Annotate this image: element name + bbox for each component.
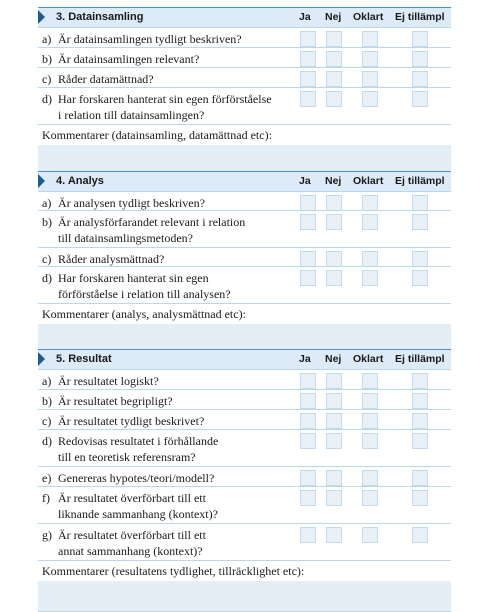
question-letter: b) [42, 394, 52, 408]
question-text: Råder analysmättnad? [58, 252, 165, 266]
checkbox-ej-tillampl[interactable] [412, 91, 428, 107]
checkbox-oklart[interactable] [362, 31, 378, 47]
checkbox-ja[interactable] [300, 31, 316, 47]
section-header [38, 349, 451, 370]
column-header-ej-tillampl: Ej tillämpl [395, 353, 445, 365]
checkbox-nej[interactable] [326, 433, 342, 449]
checkbox-nej[interactable] [326, 71, 342, 87]
comment-section [38, 303, 451, 354]
question-row [38, 67, 451, 88]
checkbox-ej-tillampl[interactable] [412, 413, 428, 429]
comment-label: Kommentarer (analys, analysmättnad etc): [42, 307, 246, 321]
question-letter: c) [42, 72, 52, 86]
checkbox-ej-tillampl[interactable] [412, 527, 428, 543]
question-text: Är resultatet begripligt? [58, 394, 173, 408]
question-row [38, 523, 451, 561]
column-header-nej: Nej [325, 175, 342, 187]
question-row [38, 210, 451, 248]
question-row [38, 486, 451, 524]
question-text: Har forskaren hanterat sin egen förförståelse [58, 92, 272, 106]
column-header-ja: Ja [299, 11, 311, 23]
checkbox-ej-tillampl[interactable] [412, 270, 428, 286]
comment-section [38, 560, 451, 611]
checkbox-ja[interactable] [300, 71, 316, 87]
question-letter: a) [42, 32, 52, 46]
checkbox-oklart[interactable] [362, 393, 378, 409]
question-letter: g) [42, 528, 52, 542]
checkbox-nej[interactable] [326, 195, 342, 211]
column-header-oklart: Oklart [353, 11, 384, 23]
checkbox-ja[interactable] [300, 433, 316, 449]
checkbox-oklart[interactable] [362, 490, 378, 506]
question-letter: d) [42, 434, 52, 448]
question-text-continued: i relation till datainsamlingen? [58, 108, 205, 122]
checkbox-nej[interactable] [326, 373, 342, 389]
question-text: Genereras hypotes/teori/modell? [58, 471, 215, 485]
checkbox-nej[interactable] [326, 31, 342, 47]
question-row [38, 247, 451, 267]
question-letter: c) [42, 414, 52, 428]
checkbox-ja[interactable] [300, 470, 316, 486]
section-arrow-icon [38, 352, 45, 366]
checkbox-ej-tillampl[interactable] [412, 195, 428, 211]
checkbox-oklart[interactable] [362, 433, 378, 449]
question-letter: a) [42, 374, 52, 388]
checkbox-nej[interactable] [326, 393, 342, 409]
question-text: Är resultatet överförbart till ett [58, 491, 206, 505]
question-row [38, 409, 451, 430]
comment-label: Kommentarer (resultatens tydlighet, tillräcklighet etc): [42, 564, 305, 578]
section-title: 3. Datainsamling [56, 11, 144, 23]
checkbox-ej-tillampl[interactable] [412, 393, 428, 409]
question-letter: f) [42, 491, 50, 505]
question-letter: d) [42, 92, 52, 106]
column-header-nej: Nej [325, 353, 342, 365]
checkbox-oklart[interactable] [362, 373, 378, 389]
comment-label: Kommentarer (datainsamling, datamättnad etc): [42, 128, 272, 142]
checkbox-ja[interactable] [300, 373, 316, 389]
question-letter: b) [42, 52, 52, 66]
checkbox-nej[interactable] [326, 214, 342, 230]
checkbox-ej-tillampl[interactable] [412, 214, 428, 230]
question-text: Är analysförfarandet relevant i relation [58, 215, 246, 229]
question-letter: a) [42, 196, 52, 210]
question-text: Har forskaren hanterat sin egen [58, 271, 209, 285]
checkbox-oklart[interactable] [362, 251, 378, 267]
checkbox-ja[interactable] [300, 195, 316, 211]
checkbox-ej-tillampl[interactable] [412, 251, 428, 267]
checkbox-nej[interactable] [326, 413, 342, 429]
question-text: Är resultatet överförbart till ett [58, 528, 206, 542]
question-text-continued: till datainsamlingsmetoden? [58, 231, 193, 245]
column-header-oklart: Oklart [353, 353, 384, 365]
checkbox-oklart[interactable] [362, 51, 378, 67]
question-letter: e) [42, 471, 52, 485]
question-letter: c) [42, 252, 52, 266]
question-text-continued: annat sammanhang (kontext)? [58, 544, 203, 558]
question-text: Är analysen tydligt beskriven? [58, 196, 205, 210]
checkbox-oklart[interactable] [362, 527, 378, 543]
section-arrow-icon [38, 10, 45, 24]
checkbox-oklart[interactable] [362, 270, 378, 286]
checkbox-oklart[interactable] [362, 470, 378, 486]
checkbox-ej-tillampl[interactable] [412, 51, 428, 67]
checkbox-ja[interactable] [300, 527, 316, 543]
question-text: Redovisas resultatet i förhållande [58, 434, 219, 448]
checkbox-oklart[interactable] [362, 195, 378, 211]
checkbox-ja[interactable] [300, 413, 316, 429]
checkbox-ja[interactable] [300, 91, 316, 107]
question-text-continued: förförståelse i relation till analysen? [58, 287, 231, 301]
checkbox-oklart[interactable] [362, 91, 378, 107]
question-letter: b) [42, 215, 52, 229]
comment-field[interactable] [38, 581, 451, 612]
checkbox-nej[interactable] [326, 527, 342, 543]
question-text-continued: liknande sammanhang (kontext)? [58, 507, 218, 521]
question-row [38, 429, 451, 467]
checkbox-nej[interactable] [326, 270, 342, 286]
checkbox-ja[interactable] [300, 270, 316, 286]
question-row [38, 191, 451, 211]
checkbox-ej-tillampl[interactable] [412, 31, 428, 47]
checkbox-ej-tillampl[interactable] [412, 71, 428, 87]
question-text: Är resultatet tydligt beskrivet? [58, 414, 205, 428]
checkbox-ja[interactable] [300, 490, 316, 506]
question-text: Är resultatet logiskt? [58, 374, 159, 388]
column-header-ej-tillampl: Ej tillämpl [395, 175, 445, 187]
column-header-ja: Ja [299, 175, 311, 187]
checkbox-ja[interactable] [300, 393, 316, 409]
checkbox-ja[interactable] [300, 251, 316, 267]
question-text: Råder datamättnad? [58, 72, 154, 86]
question-row [38, 389, 451, 410]
checkbox-ja[interactable] [300, 51, 316, 67]
checkbox-nej[interactable] [326, 490, 342, 506]
question-text: Är datainsamlingen relevant? [58, 52, 200, 66]
section-header [38, 171, 451, 192]
question-text: Är datainsamlingen tydligt beskriven? [58, 32, 242, 46]
question-row [38, 27, 451, 48]
section-arrow-icon [38, 174, 45, 188]
checkbox-ej-tillampl[interactable] [412, 373, 428, 389]
section-header [38, 7, 451, 28]
section-title: 5. Resultat [56, 353, 112, 365]
checkbox-nej[interactable] [326, 470, 342, 486]
question-row [38, 369, 451, 390]
checkbox-ja[interactable] [300, 214, 316, 230]
column-header-ej-tillampl: Ej tillämpl [395, 11, 445, 23]
comment-section [38, 124, 451, 175]
checkbox-ej-tillampl[interactable] [412, 433, 428, 449]
question-letter: d) [42, 271, 52, 285]
question-row [38, 87, 451, 125]
checkbox-nej[interactable] [326, 51, 342, 67]
column-header-nej: Nej [325, 11, 342, 23]
section-title: 4. Analys [56, 175, 104, 187]
checkbox-oklart[interactable] [362, 413, 378, 429]
question-row [38, 466, 451, 487]
checkbox-ej-tillampl[interactable] [412, 470, 428, 486]
checkbox-nej[interactable] [326, 91, 342, 107]
question-row [38, 47, 451, 68]
checkbox-ej-tillampl[interactable] [412, 490, 428, 506]
column-header-ja: Ja [299, 353, 311, 365]
question-row [38, 266, 451, 304]
question-text-continued: till en teoretisk referensram? [58, 450, 196, 464]
checkbox-oklart[interactable] [362, 71, 378, 87]
column-header-oklart: Oklart [353, 175, 384, 187]
checkbox-nej[interactable] [326, 251, 342, 267]
checkbox-oklart[interactable] [362, 214, 378, 230]
